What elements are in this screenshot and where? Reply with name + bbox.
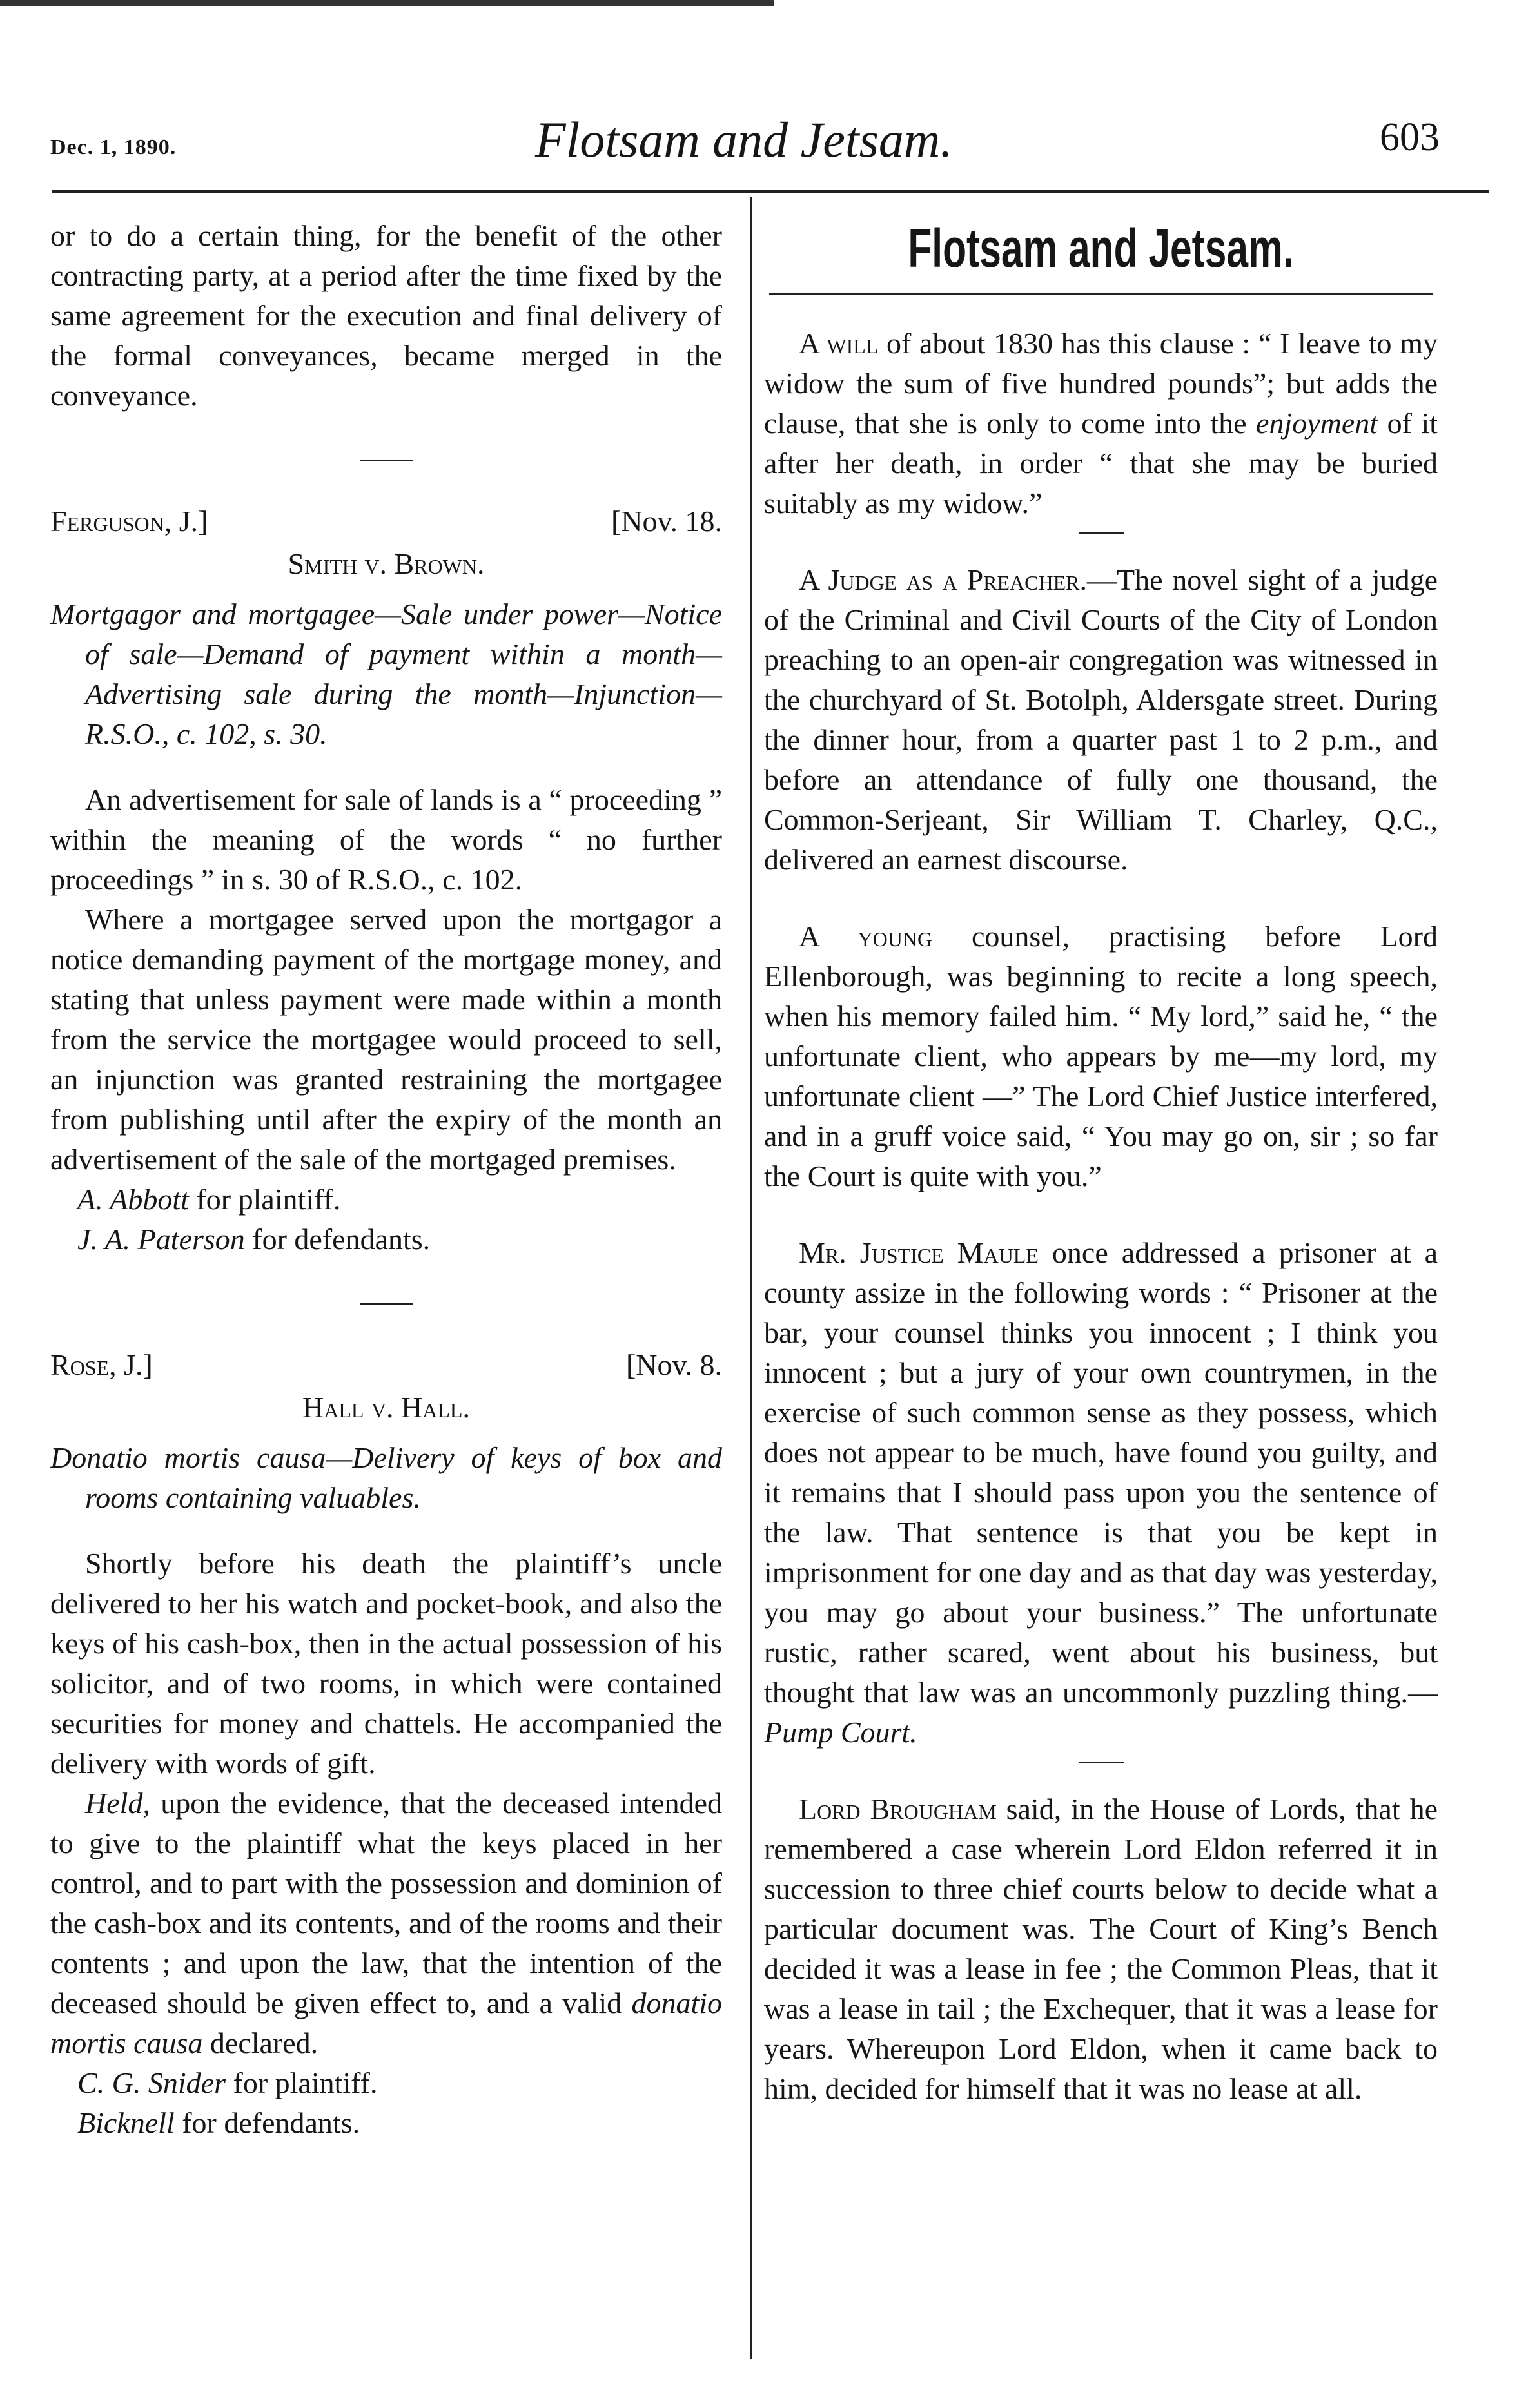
item-separator [1079,1205,1124,1207]
item-separator [1079,1762,1124,1763]
header-date: Dec. 1, 1890. [50,135,177,159]
case-separator [360,460,413,461]
item-text: of about 1830 has this clause : “ I leave to my widow the sum of five hundred pounds”; but adds the clause, that she is only to come into the [764,327,1438,440]
item-lead: Lord Brougham [799,1792,997,1825]
counsel-line [50,1219,722,1259]
counsel-role: for plaintiff. [196,1183,341,1216]
holding-paragraph [50,1783,722,2063]
top-edge-rule [0,0,774,6]
case-date: [Nov. 8. [625,1348,722,1381]
item-separator [1079,889,1124,891]
item-justice-maule [764,1233,1438,1753]
held-label: Held, [85,1787,150,1820]
item-italic: enjoyment [1256,407,1378,440]
column-divider [750,197,752,2359]
case-date: [Nov. 18. [611,505,722,538]
counsel-name: C. G. Snider [77,2066,226,2099]
held-italic: donatio mortis causa [50,1986,722,2059]
held-text: upon the evidence, that the deceased intended to give to the plaintiff what the keys placed in her control, and to part with the possession and dominion of the cash-box and its contents, and of the rooms and their contents ; and upon the law, that the intention of the deceased should be given effect to, and a valid [50,1787,722,2019]
case-title-hall: Hall v. Hall. [302,1391,470,1424]
counsel-role: for defendants. [252,1223,431,1256]
counsel-role: for defendants. [182,2106,360,2139]
item-young-counsel [764,917,1438,1196]
case-headnote: Mortgagor and mortgagee—Sale under power—Notice of sale—Demand of payment within a month—Advertising sale during the month—Injunction—R.S.O., c. 102, s. 30. [50,597,722,750]
item-separator [1079,532,1124,534]
header-rule [52,190,1489,193]
counsel-line [50,2103,722,2143]
item-lord-brougham [764,1789,1438,2109]
counsel-name: Bicknell [77,2106,175,2139]
page-number: 603 [1380,115,1440,159]
item-lead: A Judge as a Preacher. [799,563,1088,596]
item-text: said, in the House of Lords, that he remembered a case wherein Lord Eldon referred it in succession to three chief courts below to decide what a particular document was. The Court of King’s Bench decided it was a lease in fee ; the Common Pleas, that it was a lease in tail ; the Exchequer, that it was a lease for years. Whereupon Lord Eldon, when it came back to him, decided for himself that it was no lease at all. [764,1792,1438,2105]
counsel-line [50,1180,722,1219]
held-end: declared. [202,2026,318,2059]
case-headnote: Donatio mortis causa—Delivery of keys of box and rooms containing valuables. [50,1441,722,1514]
item-will [764,324,1438,523]
case-paragraph: Where a mortgagee served upon the mortgagor a notice demanding payment of the mortgage money, and stating that unless payment were made within a month from the service the mortgagee would proceed to sell, an injunction was granted restraining the mortgagee from publishing until after the expiry of the month an advertisement of the sale of the mortgaged premises. [50,903,722,1176]
case-title-smith: Smith v. Brown. [288,547,485,580]
right-column [764,216,1438,2109]
left-column [50,216,722,2143]
item-source: Pump Court. [764,1716,917,1749]
case-judge: Ferguson, J.] [50,505,208,538]
section-title-rule [769,293,1433,295]
opening-paragraph: or to do a certain thing, for the benefit of the other contracting party, at a period after the time fixed by the same agreement for the execution and final delivery of the formal conveyances, became merged in the conveyance. [50,219,722,412]
item-text: —The novel sight of a judge of the Criminal and Civil Courts of the City of London preaching to an open-air congregation was witnessed in the churchyard of St. Botolph, Aldersgate street. During the dinner hour, from a quarter past 1 to 2 p.m., and before an attendance of fully one thousand, the Common-Serjeant, Sir William T. Charley, Q.C., delivered an earnest discourse. [764,563,1438,876]
item-text: of it after her death, in order “ that she may be buried suitably as my widow.” [764,407,1438,519]
item-text: counsel, practising before Lord Ellenborough, was beginning to recite a long speech, when his memory failed him. “ My lord,” said he, “ the unfortunate client, who appears by me—my lord, my unfortunate client —” The Lord Chief Justice interfered, and in a gruff voice said, “ You may go on, sir ; so far the Court is quite with you.” [764,920,1438,1192]
counsel-name: A. Abbott [77,1183,189,1216]
case-paragraph: Shortly before his death the plaintiff’s uncle delivered to her his watch and pocket-book, and also the keys of his cash-box, then in the actual possession of his solicitor, and of two rooms, in which were contained securities for money and chattels. He accompanied the delivery with words of gift. [50,1547,722,1780]
running-title: Flotsam and Jetsam. [535,112,953,168]
item-lead: Mr. Justice Maule [799,1236,1039,1269]
counsel-line [50,2063,722,2103]
counsel-name: J. A. Paterson [77,1223,245,1256]
case-header-smith [50,501,722,541]
item-lead: A will [799,327,879,360]
section-title: Flotsam and Jetsam. [908,218,1294,278]
counsel-role: for plaintiff. [233,2066,378,2099]
item-judge-preacher [764,560,1438,880]
case-separator [360,1303,413,1305]
item-text: once addressed a prisoner at a county assize in the following words : “ Prisoner at the bar, your counsel thinks you innocent ; I think you innocent ; but a jury of your own countrymen, in the exercise of such common sense as they possess, which does not appear to be much, have found you guilty, and it remains that I should pass upon you the sentence of the law. That sentence is that you be kept in imprisonment for one day and as that day was yesterday, you may go about your business.” The unfortunate rustic, rather scared, went about his business, but thought that law was an uncommonly puzzling thing.— [764,1236,1438,1709]
item-lead: A young [799,920,933,953]
case-header-hall [50,1345,722,1385]
case-judge: Rose, J.] [50,1348,153,1381]
case-paragraph: An advertisement for sale of lands is a “ proceeding ” within the meaning of the words “ no further proceedings ” in s. 30 of R.S.O., c. 102. [50,783,722,896]
